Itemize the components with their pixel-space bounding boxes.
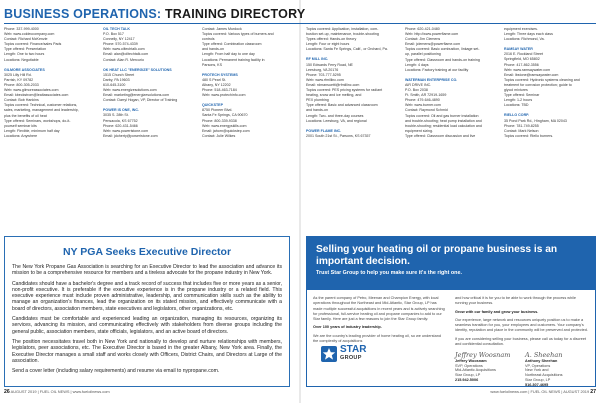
directory-entry-line: Topics covered: Basic combustion, linkage set- <box>405 47 480 52</box>
directory-entry-line: Topics covered: Finance/sales Pads <box>4 42 62 47</box>
directory-entry-line: Type offered: Classroom discussion and live <box>405 133 476 138</box>
directory-entry-line: Email: jdoherty@poweristone.com <box>103 133 158 138</box>
signatory-org: New York and <box>525 368 549 373</box>
star-group-ad-column-right <box>455 296 589 350</box>
star-group-ad-text: If you are considering selling your business, please call us today for a discreet and confidential consultation. <box>455 336 587 347</box>
directory-entry-line: trouble-shooting; residential load calculation and <box>405 123 482 128</box>
directory-entry-line: plus the benefits of oil heat <box>4 113 47 118</box>
directory-entry-line: sales, marketing, management and leadership, <box>4 108 79 113</box>
directory-entry-line: controls <box>202 37 215 42</box>
directory-entry-line: Topics covered: PES pricing systems for radiant <box>306 88 383 93</box>
directory-entry-line: Topics covered: Application, installation, com- <box>306 27 379 31</box>
section-header <box>4 6 305 22</box>
directory-entry-line: Phone: 337-999-4000 <box>4 27 39 31</box>
star-group-ad-subline: Trust Star Group to help you make sure it's the right one. <box>316 270 462 277</box>
directory-entry-line: Phone: 518-463-7184 <box>202 88 237 93</box>
signatory-name: Jeffrey Woosnam <box>455 358 487 363</box>
directory-entry-line: Web: www.rfmillinc.com <box>306 77 344 82</box>
directory-entry-line: Contact: Raymond Schmid <box>405 108 448 113</box>
directory-entry-line: Phone: 703-777-5295 <box>306 72 341 77</box>
directory-company-name: GILMORE ASSOCIATES <box>4 67 45 72</box>
directory-entry-line: Leesburg, VA 20176 <box>306 67 339 72</box>
section-header-accent: BUSINESS OPERATIONS: <box>4 7 162 21</box>
directory-entry-line: Email: alan@oiltechtalk.com <box>103 52 149 57</box>
directory-entry-line: Topics covered: Hydronic systems cleaning and <box>504 77 580 82</box>
star-group-ad-headline: Selling your heating oil or propane business is an important decision. <box>316 244 558 267</box>
directory-column-2 <box>103 27 195 237</box>
footer-left-text: AUGUST 2019 | FUEL OIL NEWS | www.fueloilnews.com <box>10 389 110 394</box>
directory-entry-line: up, parallel positioning <box>405 52 441 57</box>
directory-company-name: WATERMAN ENTERPRISE CO. <box>405 77 458 82</box>
directory-entry-line: Albany, NY 12202 <box>202 82 231 87</box>
directory-entry-line: 3025 Lilly Hill Rd. <box>4 72 32 77</box>
footer-right <box>490 388 596 396</box>
directory-entry-line: equipment exercises. <box>504 27 538 31</box>
signatory-title: SVP, Operations <box>455 363 483 368</box>
directory-entry-line: Type offered: Seminars, workshops, do-it- <box>4 118 71 123</box>
directory-entry-line: Locations: Richmond, Va. <box>504 37 545 42</box>
directory-entry-line: Type offered: Presentation <box>4 47 47 52</box>
directory-entry-line: Web: www.oiltechtalk.com <box>103 47 145 52</box>
directory-entry-line: 3035 S. 28th St. <box>103 113 129 118</box>
directory-column-3 <box>202 27 294 237</box>
directory-entry-line: Phone: 800-305-2033 <box>4 82 39 87</box>
directory-entry-line: Web: www.energizesolutions.com <box>103 88 157 93</box>
directory-entry-line: Locations: Factory training at our facility <box>405 67 469 72</box>
directory-entry-line: Locations: Leesburg, VA, and regional <box>306 118 367 123</box>
directory-entry-line: Type offered: Classroom and hands-on training <box>405 57 480 62</box>
directory-entry-line: and hands-on <box>306 108 328 113</box>
star-group-ad-text: As the parent company of Petro, Meenan and Champion Energy, with local operations throughout the Northeast and Mid-Atlantic, Star Group, LP has made multiple successful acquisitions in recent years and is actively searching for professional, full-service heating oil and propane companies to add to our Star family. Here are just a few reasons to join the Star Group family: <box>313 296 445 322</box>
directory-entry-line: Contact: Bob Hankins <box>4 98 39 103</box>
directory-entry-line: Contact: Julie Wilkes <box>202 133 236 138</box>
nypga-ad-paragraph: Candidates must be comfortable and experienced leading an organization, managing its resources, organizing its services, advancing its mission, and communicating effectively with stakeholders from diverse groups including the general public, association members, state officials, legislators, and an active board of directors. <box>12 316 282 335</box>
directory-entry-line: Email: marketing@energizesolutions.com <box>103 93 170 98</box>
directory-entry-line: 8750 Pioneer Blvd. <box>202 108 233 113</box>
directory-entry-line: Email: lbstone@ramsaywater.com <box>504 72 559 77</box>
directory-entry-line: bustion set-up, maintenance, trouble-shooting <box>306 32 379 37</box>
star-group-ad-text: We are the country's leading provider of home heating oil, so we understand the complexity of acquisitions <box>313 333 441 344</box>
directory-entry-line: Darby, PA 19603 <box>103 77 130 82</box>
directory-entry-line: Web: www.energyskills.com <box>202 123 247 128</box>
directory-entry-line: 1515 Church Street <box>103 72 135 77</box>
directory-entry-line: Contact: Richard McKenzie <box>4 37 48 42</box>
directory-entry-line: Contact: Alan R. Mercurio <box>103 57 144 62</box>
signatory-title: VP, Operations <box>525 363 551 368</box>
nypga-ad <box>4 236 290 387</box>
directory-entry-line: Topics covered: Oil and gas burner installation <box>405 113 479 118</box>
directory-entry-line: Web: http://www.powerflame.com <box>405 32 459 37</box>
directory-company-name: OIL TECH TALK <box>103 27 131 31</box>
directory-entry-line: Santa Fe Springs, CA 90670 <box>202 113 248 118</box>
star-group-ad-body <box>307 290 595 386</box>
directory-entry-line: Length: From half day to one day <box>202 52 255 57</box>
directory-entry-line: Phone: 800-339-9338 <box>202 118 237 123</box>
directory-entry-line: yourself seminar kits <box>4 123 37 128</box>
directory-entry-line: Springfield, MO 65802 <box>504 57 540 62</box>
directory-entry-line: Type offered: Basic and advanced classroom <box>306 103 378 108</box>
directory-entry-line: PEX plumbing <box>306 98 329 103</box>
directory-entry-line: Locations: Negotiable <box>4 57 39 62</box>
directory-entry-line: Parrish, KY 09782 <box>4 77 34 82</box>
directory-entry-line: Contact: Darryl Hogan, VP, Director of Training <box>103 98 178 103</box>
directory-entry-line: Web: www.protechinfo.com <box>202 93 246 98</box>
directory-entry-line: 150 Edwards Ferry Road, NE <box>306 62 353 67</box>
signatory-company: Star Group, LP <box>525 377 551 382</box>
page-number-left: 26 <box>4 389 10 395</box>
directory-entry-line: Contact: Jim Clemens <box>405 37 441 42</box>
nypga-ad-paragraph: The position necessitates travel both in New York and nationally to develop and nurture relationships with members, legislators, peer associations, etc. The Executive Director is based in the greater Albany, New York area. Finally, the Executive Director manages a small staff and works closely with Officers, District Chairs, and Directors at Large of the association. <box>12 338 282 364</box>
directory-company-name: PROTECH SYSTEMS <box>202 72 238 77</box>
directory-entry-line: Topics covered: Various types of burners and <box>202 32 274 37</box>
star-group-ad-subhead: Grow with our family and grow your business. <box>455 309 539 314</box>
directory-entry-line: Contact: Mark Nelson <box>504 128 539 133</box>
directory-entry-line: Email: rdmansuetti@rfmillinc.com <box>306 82 360 87</box>
directory-entry-line: Web: www.burner.com <box>405 103 441 108</box>
directory-entry-line: Contact: James Murdock <box>202 27 242 31</box>
directory-entry-line: Phone: 570-574-4339 <box>103 42 138 47</box>
directory-entry-line: Phone: 781-749-8255 <box>504 123 539 128</box>
directory-entry-line: Length: Flexible, minimum half day <box>4 128 60 133</box>
footer-right-text: www.fueloilnews.com | FUEL OIL NEWS | AUGUST 2019 <box>490 389 590 394</box>
directory-entry-line: Email: kbeckstrom@lealtassociates.com <box>4 93 69 98</box>
directory-entry-line: Length: One to two hours <box>4 52 45 57</box>
directory-entry-line: Length: Three days each class <box>504 32 553 37</box>
directory-entry-line: Topics covered: Riello burners. <box>504 133 554 138</box>
directory-company-name: RIELLO CORP. <box>504 113 530 118</box>
directory-entry-line: glycol mixtures <box>504 88 528 93</box>
star-group-ad-subhead: Over 100 years of industry leadership. <box>313 325 382 330</box>
section-header-title: TRAINING DIRECTORY <box>164 7 306 21</box>
directory-entry-line: 35 Pond Park Rd., Hingham, MA 02043 <box>504 118 567 123</box>
star-group-ad-text: and how critical it is for you to be able to work through the process while running your business. <box>455 296 576 306</box>
directory-entry-line: Ft. Smith, AR 72919-1659 <box>405 93 447 98</box>
star-group-logo-name: STAR <box>340 344 367 355</box>
directory-entry-line: Length: 4 days <box>405 62 429 67</box>
directory-company-name: POWER IS ONE, INC. <box>103 108 139 113</box>
directory-column-6 <box>504 27 596 237</box>
header-rule <box>4 23 596 24</box>
directory-entry-line: Length: 1-2 hours <box>504 98 533 103</box>
nypga-ad-title: NY PGA Seeks Executive Director <box>62 246 232 258</box>
signatory-org: Mid-Atlantic Acquisitions <box>455 368 496 373</box>
page-gutter <box>299 0 301 403</box>
directory-entry-line: heating, snow and ice melting, and <box>306 93 362 98</box>
directory-entry-line: Phone: 620-431-5466 <box>103 123 138 128</box>
directory-entry-line: 2016 E. Rockland Street <box>504 52 543 57</box>
signature-block-woosnam <box>455 353 521 383</box>
directory-entry-line: Email: jahorn@quickstep.com <box>202 128 250 133</box>
directory-entry-line: P.O. Box 517 <box>103 32 124 37</box>
directory-column-4 <box>306 27 398 237</box>
directory-company-name: RF MILL INC. <box>306 57 329 62</box>
directory-company-name: POWER FLAME INC. <box>306 128 342 133</box>
star-group-ad-banner <box>307 237 595 290</box>
directory-entry-line: treatment for corrosion protection; guide to <box>504 82 572 87</box>
directory-entry-line: Type offered: Combination classroom <box>202 42 262 47</box>
directory-entry-line: Connelly, NY 12417 <box>103 37 135 42</box>
directory-entry-line: Pensacola, KS 67752 <box>103 118 138 123</box>
directory-company-name: RAMSAY WATER <box>504 47 533 52</box>
directory-column-1 <box>4 27 96 237</box>
footer-left <box>4 388 110 396</box>
directory-entry-line: Types offered: Hands-on theory <box>306 37 357 42</box>
signatory-phone: 215.942.5006 <box>455 377 479 382</box>
directory-entry-line: Phone: 479-646-4890 <box>405 98 440 103</box>
signatory-phone: 516.307.4695 <box>525 382 549 387</box>
directory-entry-line: AIR DRIVE INC. <box>405 82 432 87</box>
signature-block-sheehan <box>525 353 591 388</box>
directory-entry-line: 480 S Pearl St. <box>202 77 227 82</box>
directory-entry-line: Email: jclemens@powerflame.com <box>405 42 461 47</box>
directory-entry-line: Web: www.gilmoreassociates.com <box>4 88 59 93</box>
directory-entry-line: Length: Four or eight hours <box>306 42 350 47</box>
directory-company-name: QUICKSTEP <box>202 103 223 108</box>
directory-entry-line: Phone: 620-421-0480 <box>405 27 440 31</box>
directory-entry-line: Web: www.coldeccompany.com <box>4 32 55 37</box>
nypga-ad-paragraph: The New York Propane Gas Association is searching for an Executive Director to lead the association and advance its mission to be a comprehensive resource for members and a tireless advocate for the propane industry in New York. <box>12 264 282 277</box>
star-group-logo-sub: GROUP <box>340 355 362 361</box>
directory-entry-line: and hands-on <box>202 47 224 52</box>
directory-entry-line: and trouble-shooting; heat pump installation and <box>405 118 482 123</box>
directory-column-5 <box>405 27 497 237</box>
signatory-org-2: Northeast Acquisitions <box>525 373 563 378</box>
directory-entry-line: Locations: Anywhere <box>4 133 38 138</box>
signatory-name: Anthony Sheehan <box>525 358 558 363</box>
directory-entry-line: 610-645-3100 <box>103 82 126 87</box>
directory-entry-line: Type offered: Seminar <box>504 93 540 98</box>
directory-entry-line: Length: Two- and three-day courses <box>306 113 364 118</box>
directory-entry-line: Topics covered: Technical, customer relations, <box>4 103 78 108</box>
star-group-ad-text: Our experience, large network and resources uniquely position us to make a seamless transition for you, your employees and customers. Your company's identity, reputation and place in the community will be preserved and protected. <box>455 317 588 333</box>
directory-entry-line: Locations: Permanent training facility in <box>202 57 265 62</box>
nypga-ad-paragraph: Candidates should have a bachelor's degree and a track record of success that includes five or more years as a senior, non-profit executive. It is preferable if the executive experience is in the propane industry or a related field. This executive experience must include proven administrative, leadership, and communication skills such as the ability to manage an organization's finances, lead the organization on its stated mission, and effectively communicate with a board of directors, association members, state executives and legislators, other organizations, etc. <box>12 280 282 312</box>
directory-entry-line: Web: www.ramsaywater.com <box>504 67 551 72</box>
star-logo-icon <box>321 346 337 362</box>
directory-entry-line: Parsons, KS <box>202 62 222 67</box>
directory-entry-line: Phone: 417-862-3556 <box>504 62 539 67</box>
nypga-ad-paragraph: Send a cover letter (including salary requirements) and resume via email to nypropane.com. <box>12 368 220 375</box>
page-number-right: 27 <box>590 389 596 395</box>
star-group-ad <box>306 236 596 387</box>
directory-entry-line: 2001 South 21st St., Parsons, KS 67357 <box>306 133 371 138</box>
directory-entry-line: P.O. Box 2038 <box>405 88 428 93</box>
handwritten-signature: A. Sheehan <box>525 351 563 359</box>
star-group-logo-text <box>340 345 366 363</box>
directory-entry-line: equipment sizing. <box>405 128 433 133</box>
directory-entry-line: Locations: TBD <box>504 103 529 108</box>
star-group-logo <box>321 340 383 368</box>
directory-entry-line: Web: www.poweristone.com <box>103 128 149 133</box>
handwritten-signature: Jeffrey Woosnam <box>455 351 511 359</box>
directory-entry-line: Locations: Santa Fe Springs, Calif., or Orchard, Pa. <box>306 47 388 52</box>
signatory-company: Star Group, LP <box>455 373 481 378</box>
directory-company-name: OK HEAT LLC "ENERGIZE" SOLUTIONS <box>103 67 172 72</box>
